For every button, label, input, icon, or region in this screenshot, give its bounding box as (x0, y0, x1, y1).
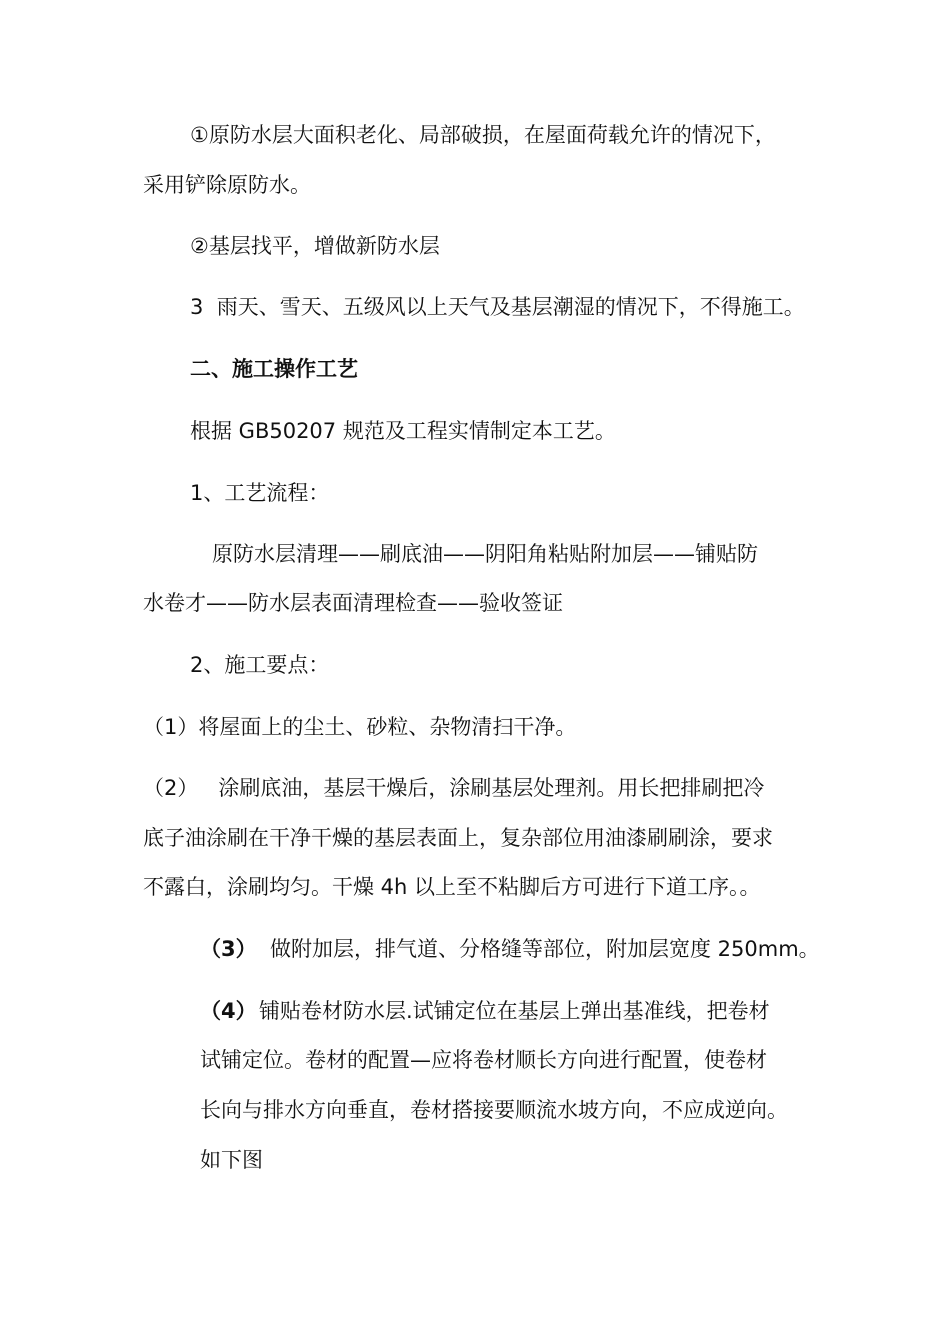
paragraph-line: 水卷才——防水层表面清理检查——验收签证 (143, 591, 563, 615)
paragraph-line: 1、工艺流程： (190, 481, 330, 505)
paragraph-line: ①原防水层大面积老化、局部破损，在屋面荷载允许的情况下， (190, 123, 776, 147)
paragraph-line: ②基层找平，增做新防水层 (190, 234, 440, 258)
paragraph-line: 试铺定位。卷材的配置—应将卷材顺长方向进行配置，使卷材 (200, 1048, 767, 1072)
paragraph-line: 铺贴卷材防水层.试铺定位在基层上弹出基准线，把卷材 (259, 999, 770, 1023)
paragraph-line: 2、施工要点： (190, 653, 330, 677)
paragraph-line: 不露白，涂刷均匀。干燥 4h 以上至不粘脚后方可进行下道工序。。 (143, 875, 761, 899)
paragraph-line: （1）将屋面上的尘土、砂粒、杂物清扫干净。 (143, 715, 577, 739)
paragraph-line: 原防水层清理——刷底油——阴阳角粘贴附加层——铺贴防 (212, 542, 758, 566)
paragraph-line: 根据 GB50207 规范及工程实情制定本工艺。 (190, 419, 616, 443)
paragraph-line: 底子油涂刷在干净干燥的基层表面上，复杂部位用油漆刷刷涂，要求 (143, 826, 773, 850)
paragraph-line: 做附加层，排气道、分格缝等部位，附加层宽度 250mm。 (270, 937, 820, 961)
paragraph-line: 3 雨天、雪天、五级风以上天气及基层潮湿的情况下，不得施工。 (190, 295, 805, 319)
paragraph-line: 如下图 (200, 1148, 263, 1172)
paragraph-line: （2） 涂刷底油，基层干燥后，涂刷基层处理剂。用长把排刷把冷 (143, 776, 765, 800)
item-label: （3） (200, 937, 257, 961)
paragraph-line: 采用铲除原防水。 (143, 173, 311, 197)
section-heading: 二、施工操作工艺 (190, 357, 358, 381)
item-label: （4） (200, 999, 257, 1023)
paragraph-line: 长向与排水方向垂直，卷材搭接要顺流水坡方向，不应成逆向。 (200, 1098, 788, 1122)
